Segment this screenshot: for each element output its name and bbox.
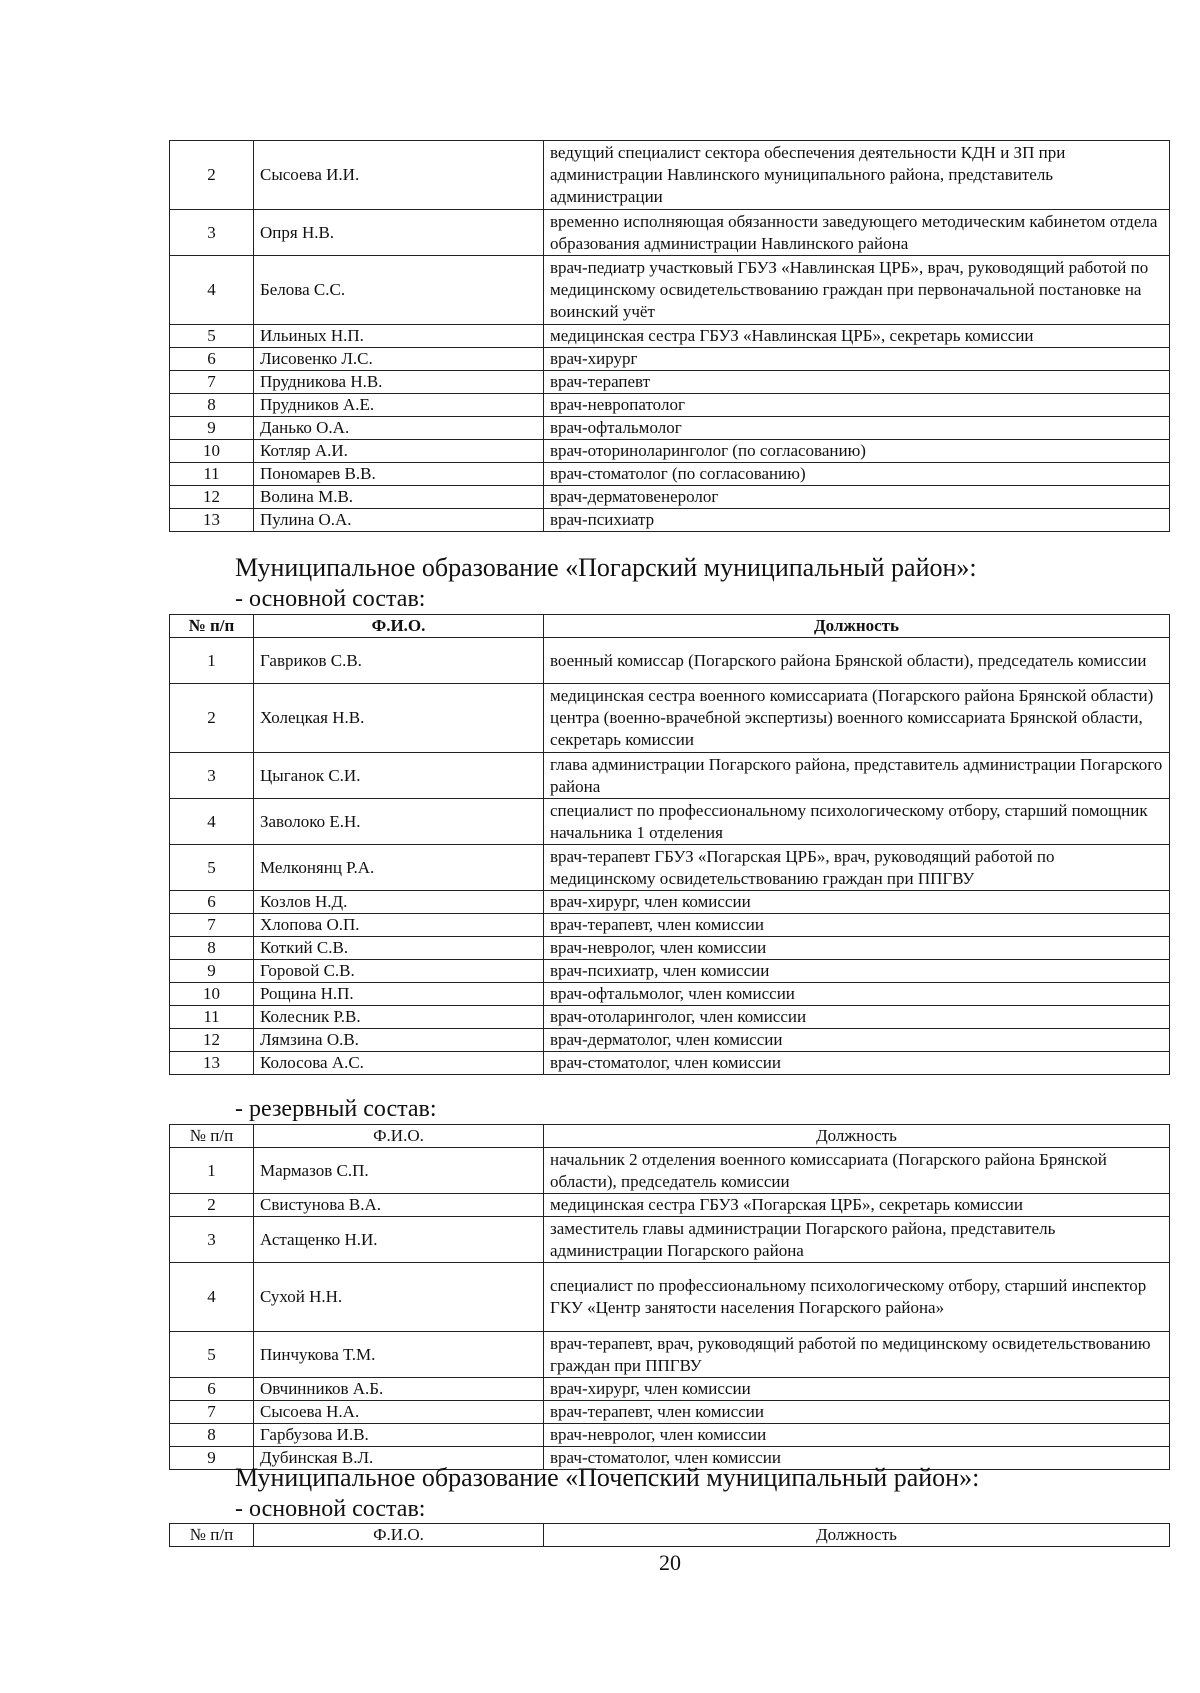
row-name: Рощина Н.П. [254, 983, 544, 1006]
row-position: глава администрации Погарского района, представитель администрации Погарского района [544, 753, 1170, 799]
row-number: 7 [170, 914, 254, 937]
row-name: Овчинников А.Б. [254, 1378, 544, 1401]
row-number: 9 [170, 417, 254, 440]
table-row [170, 983, 1170, 1006]
column-header-position: Должность [544, 1524, 1170, 1547]
table-header-row [170, 1125, 1170, 1148]
table-row [170, 1029, 1170, 1052]
table-row [170, 463, 1170, 486]
row-name: Дубинская В.Л. [254, 1447, 544, 1470]
row-number: 8 [170, 937, 254, 960]
column-header-number: № п/п [170, 1125, 254, 1148]
page-number: 20 [659, 1550, 681, 1575]
row-position: врач-терапевт ГБУЗ «Погарская ЦРБ», врач, руководящий работой по медицинскому освидетельствованию граждан при ППГВУ [544, 845, 1170, 891]
row-number: 1 [170, 1148, 254, 1194]
row-number: 1 [170, 638, 254, 684]
row-position: временно исполняющая обязанности заведующего методическим кабинетом отдела образования администрации Навлинского района [544, 210, 1170, 256]
row-number: 2 [170, 141, 254, 210]
row-position: врач-отоларинголог, член комиссии [544, 1006, 1170, 1029]
row-name: Пулина О.А. [254, 509, 544, 532]
row-position: врач-терапевт, врач, руководящий работой по медицинскому освидетельствованию граждан при ППГВУ [544, 1332, 1170, 1378]
row-position: врач-терапевт, член комиссии [544, 914, 1170, 937]
table-row [170, 1006, 1170, 1029]
row-position: медицинская сестра ГБУЗ «Навлинская ЦРБ», секретарь комиссии [544, 325, 1170, 348]
row-number: 11 [170, 463, 254, 486]
column-header-number: № п/п [170, 1524, 254, 1547]
row-name: Лисовенко Л.С. [254, 348, 544, 371]
row-position: военный комиссар (Погарского района Брянской области), председатель комиссии [544, 638, 1170, 684]
column-header-name: Ф.И.О. [254, 1524, 544, 1547]
table-row [170, 417, 1170, 440]
row-name: Цыганок С.И. [254, 753, 544, 799]
row-name: Астащенко Н.И. [254, 1217, 544, 1263]
row-position: врач-стоматолог, член комиссии [544, 1447, 1170, 1470]
row-position: врач-хирург, член комиссии [544, 891, 1170, 914]
row-position: врач-невропатолог [544, 394, 1170, 417]
row-position: врач-дерматовенеролог [544, 486, 1170, 509]
row-name: Пинчукова Т.М. [254, 1332, 544, 1378]
row-name: Горовой С.В. [254, 960, 544, 983]
row-name: Белова С.С. [254, 256, 544, 325]
row-name: Прудникова Н.В. [254, 371, 544, 394]
pogar-reserve-subheading: - резервный состав: [235, 1096, 437, 1122]
row-position: врач-офтальмолог, член комиссии [544, 983, 1170, 1006]
row-number: 12 [170, 1029, 254, 1052]
table-row [170, 1217, 1170, 1263]
row-position: врач-стоматолог, член комиссии [544, 1052, 1170, 1075]
row-name: Мармазов С.П. [254, 1148, 544, 1194]
row-name: Прудников А.Е. [254, 394, 544, 417]
row-position: начальник 2 отделения военного комиссариата (Погарского района Брянской области), председатель комиссии [544, 1148, 1170, 1194]
table-row [170, 394, 1170, 417]
row-position: врач-психиатр, член комиссии [544, 960, 1170, 983]
row-position: ведущий специалист сектора обеспечения деятельности КДН и ЗП при администрации Навлинского муниципального района, представитель администрации [544, 141, 1170, 210]
row-name: Холецкая Н.В. [254, 684, 544, 753]
table-row [170, 210, 1170, 256]
row-number: 3 [170, 753, 254, 799]
row-name: Коткий С.В. [254, 937, 544, 960]
row-name: Сухой Н.Н. [254, 1263, 544, 1332]
row-number: 3 [170, 210, 254, 256]
row-number: 6 [170, 1378, 254, 1401]
pogar-main-table [169, 614, 1170, 1075]
row-position: врач-терапевт, член комиссии [544, 1401, 1170, 1424]
table-row [170, 914, 1170, 937]
row-name: Сысоева Н.А. [254, 1401, 544, 1424]
row-name: Хлопова О.П. [254, 914, 544, 937]
table-row [170, 325, 1170, 348]
row-name: Колосова А.С. [254, 1052, 544, 1075]
table-row [170, 486, 1170, 509]
row-position: врач-хирург [544, 348, 1170, 371]
table-row [170, 371, 1170, 394]
row-number: 5 [170, 845, 254, 891]
table-row [170, 440, 1170, 463]
row-name: Волина М.В. [254, 486, 544, 509]
column-header-number: № п/п [170, 615, 254, 638]
row-number: 4 [170, 256, 254, 325]
pochep-main-table [169, 1523, 1170, 1547]
row-position: врач-хирург, член комиссии [544, 1378, 1170, 1401]
row-name: Опря Н.В. [254, 210, 544, 256]
row-name: Козлов Н.Д. [254, 891, 544, 914]
row-number: 12 [170, 486, 254, 509]
table-row [170, 509, 1170, 532]
row-position: врач-психиатр [544, 509, 1170, 532]
navlya-commission-table [169, 140, 1170, 532]
table-row [170, 1424, 1170, 1447]
pochep-section-heading: Муниципальное образование «Почепский муниципальный район»: [235, 1463, 980, 1492]
table-row [170, 1148, 1170, 1194]
row-number: 2 [170, 1194, 254, 1217]
table-row [170, 638, 1170, 684]
row-number: 9 [170, 1447, 254, 1470]
table-row [170, 141, 1170, 210]
table-row [170, 891, 1170, 914]
table-row [170, 937, 1170, 960]
row-position: врач-терапевт [544, 371, 1170, 394]
table-row [170, 684, 1170, 753]
row-number: 7 [170, 371, 254, 394]
row-number: 11 [170, 1006, 254, 1029]
table-row [170, 960, 1170, 983]
column-header-position: Должность [544, 1125, 1170, 1148]
row-number: 13 [170, 509, 254, 532]
column-header-position: Должность [544, 615, 1170, 638]
table-row [170, 348, 1170, 371]
row-number: 5 [170, 1332, 254, 1378]
row-position: заместитель главы администрации Погарского района, представитель администрации Погарского района [544, 1217, 1170, 1263]
row-name: Заволоко Е.Н. [254, 799, 544, 845]
row-number: 6 [170, 348, 254, 371]
table-header-row [170, 1524, 1170, 1547]
table-row [170, 845, 1170, 891]
table-row [170, 1194, 1170, 1217]
row-position: медицинская сестра военного комиссариата (Погарского района Брянской области) центра (военно-врачебной экспертизы) военного комиссариата Брянской области, секретарь комиссии [544, 684, 1170, 753]
row-position: врач-дерматолог, член комиссии [544, 1029, 1170, 1052]
row-number: 13 [170, 1052, 254, 1075]
row-number: 9 [170, 960, 254, 983]
row-number: 2 [170, 684, 254, 753]
table-row [170, 1263, 1170, 1332]
row-name: Колесник Р.В. [254, 1006, 544, 1029]
row-position: специалист по профессиональному психологическому отбору, старший инспектор ГКУ «Центр занятости населения Погарского района» [544, 1263, 1170, 1332]
row-position: врач-офтальмолог [544, 417, 1170, 440]
row-position: специалист по профессиональному психологическому отбору, старший помощник начальника 1 отделения [544, 799, 1170, 845]
column-header-name: Ф.И.О. [254, 615, 544, 638]
row-position: врач-невролог, член комиссии [544, 937, 1170, 960]
row-number: 8 [170, 394, 254, 417]
row-name: Мелконянц Р.А. [254, 845, 544, 891]
row-name: Данько О.А. [254, 417, 544, 440]
row-position: врач-оториноларинголог (по согласованию) [544, 440, 1170, 463]
row-name: Сысоева И.И. [254, 141, 544, 210]
row-number: 10 [170, 983, 254, 1006]
table-row [170, 799, 1170, 845]
column-header-name: Ф.И.О. [254, 1125, 544, 1148]
row-number: 3 [170, 1217, 254, 1263]
row-name: Лямзина О.В. [254, 1029, 544, 1052]
row-position: медицинская сестра ГБУЗ «Погарская ЦРБ», секретарь комиссии [544, 1194, 1170, 1217]
row-name: Ильиных Н.П. [254, 325, 544, 348]
row-number: 4 [170, 1263, 254, 1332]
table-row [170, 1378, 1170, 1401]
row-number: 4 [170, 799, 254, 845]
row-number: 10 [170, 440, 254, 463]
row-position: врач-стоматолог (по согласованию) [544, 463, 1170, 486]
table-header-row [170, 615, 1170, 638]
row-name: Гарбузова И.В. [254, 1424, 544, 1447]
table-row [170, 256, 1170, 325]
row-number: 8 [170, 1424, 254, 1447]
table-row [170, 1052, 1170, 1075]
row-name: Гавриков С.В. [254, 638, 544, 684]
table-row [170, 1401, 1170, 1424]
table-row [170, 753, 1170, 799]
row-position: врач-невролог, член комиссии [544, 1424, 1170, 1447]
row-number: 6 [170, 891, 254, 914]
pogar-reserve-table [169, 1124, 1170, 1470]
row-name: Пономарев В.В. [254, 463, 544, 486]
table-row [170, 1332, 1170, 1378]
row-name: Котляр А.И. [254, 440, 544, 463]
row-name: Свистунова В.А. [254, 1194, 544, 1217]
pogar-main-subheading: - основной состав: [235, 586, 426, 612]
row-number: 7 [170, 1401, 254, 1424]
pogar-section-heading: Муниципальное образование «Погарский муниципальный район»: [235, 553, 977, 582]
row-number: 5 [170, 325, 254, 348]
pochep-main-subheading: - основной состав: [235, 1496, 426, 1522]
row-position: врач-педиатр участковый ГБУЗ «Навлинская ЦРБ», врач, руководящий работой по медицинскому освидетельствованию граждан при первоначальной постановке на воинский учёт [544, 256, 1170, 325]
